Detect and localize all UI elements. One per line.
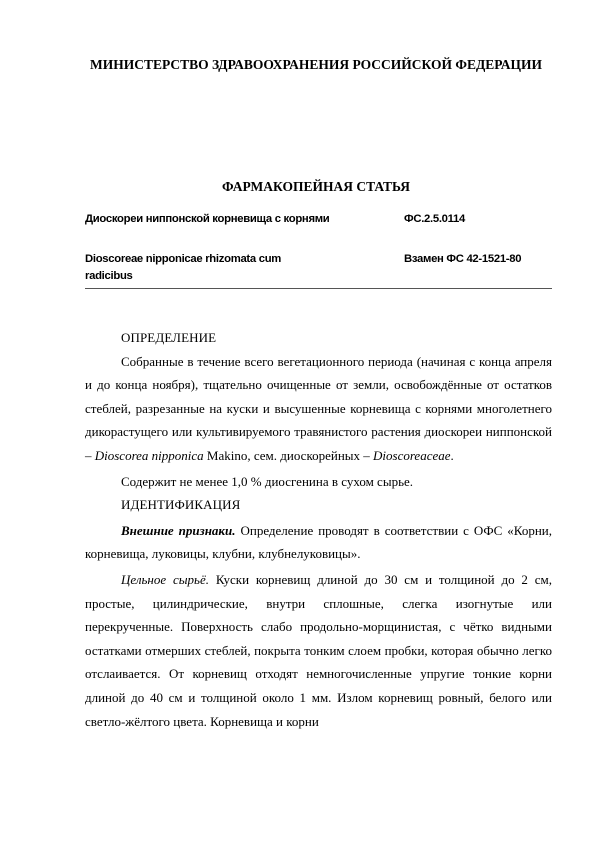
- section-heading-identification: ИДЕНТИФИКАЦИЯ: [121, 497, 241, 513]
- definition-paragraph: [85, 350, 552, 468]
- monograph-code: ФС.2.5.0114: [404, 213, 465, 225]
- section-heading-definition: ОПРЕДЕЛЕНИЕ: [121, 330, 217, 345]
- whole-material-label: Цельное сырьё.: [121, 571, 209, 587]
- definition-text: Собранные в течение всего вегетационного периода (начиная с конца апреля и до конца ноября), тщательно очищенные от земли, освобождённые от остатков стеблей, разрезанные на куски и высушенные корневища с корнями многолетнего дикорастущего или культивируемого травянистого растения диоскореи ниппонской –: [85, 353, 552, 463]
- ministry-heading: МИНИСТЕРСТВО ЗДРАВООХРАНЕНИЯ РОССИЙСКОЙ ФЕДЕРАЦИИ: [89, 57, 543, 72]
- species-latin-name: Dioscorea nipponica: [94, 447, 204, 463]
- whole-material-paragraph: [85, 568, 552, 733]
- monograph-body: [85, 326, 552, 733]
- external-signs-text: Определение проводят в соответствии с ОФС «Корни, корневища, луковицы, клубни, клубнелуковицы».: [85, 522, 552, 562]
- whole-material-text: Куски корневищ длиной до 30 см и толщиной до 2 см, простые, цилиндрические, внутри сплошные, слегка изогнутые или перекрученные. Поверхность слабо продольно-морщинистая, с чётко видными остатками отмерших стеблей, покрыта тонким слоем пробки, которая обычно легко отслаивается. От корневищ отходят немногочисленные упругие тонкие корни длиной до 40 см и толщиной около 1 мм. Излом корневищ ровный, белого или светло-жёлтого цвета. Корневища и корни: [85, 571, 552, 729]
- header-divider: [85, 288, 552, 289]
- external-signs-paragraph: [85, 519, 552, 566]
- replaces-reference: Взамен ФС 42-1521-80: [404, 253, 522, 265]
- external-signs-label: Внешние признаки.: [121, 522, 236, 538]
- family-latin-name: Dioscoreaceae: [373, 447, 451, 463]
- species-author-and-family: Makino, сем. диоскорейных –: [203, 447, 374, 463]
- monograph-name-latin: Dioscoreae nipponicae rhizomata cum radicibus: [85, 253, 282, 282]
- definition-end: .: [450, 447, 454, 463]
- document-type-title: ФАРМАКОПЕЙНАЯ СТАТЬЯ: [222, 179, 410, 194]
- content-requirement: Содержит не менее 1,0 % диосгенина в сухом сырье.: [121, 473, 414, 489]
- monograph-name-russian: Диоскореи ниппонской корневища с корнями: [85, 213, 330, 225]
